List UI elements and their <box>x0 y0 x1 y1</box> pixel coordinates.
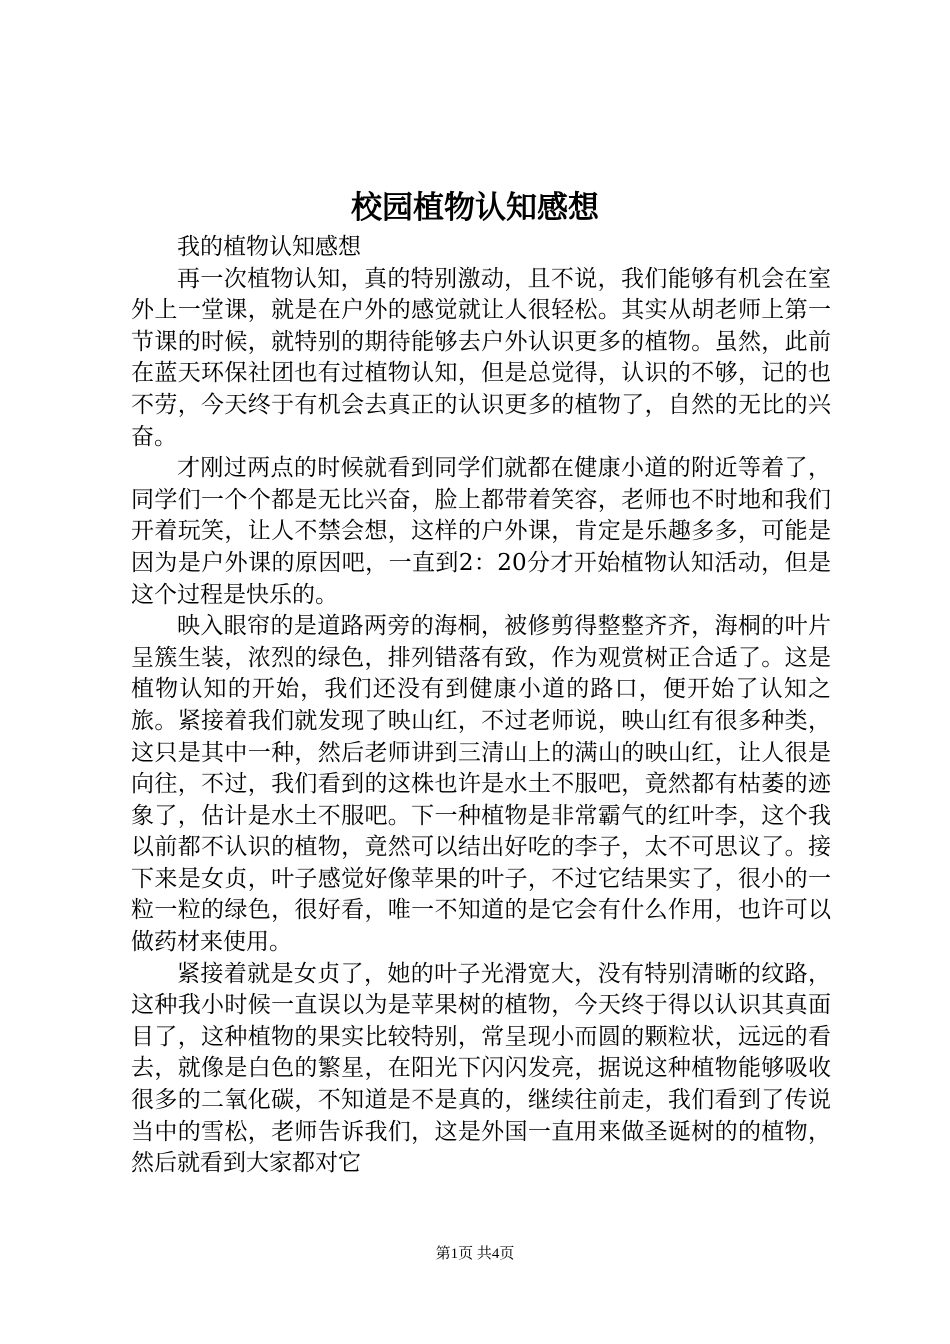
paragraph-subtitle: 我的植物认知感想 <box>177 234 361 260</box>
paragraph-3: 映入眼帘的是道路两旁的海桐，被修剪得整整齐齐，海桐的叶片呈簇生装，浓烈的绿色，排列错落有致，作为观赏树正合适了。这是植物认知的开始，我们还没有到健康小道的路口，便开始了认知之旅。紧接着我们就发现了映山红，不过老师说，映山红有很多种类，这只是其中一种，然后老师讲到三清山上的满山的映山红，让人很是向往，不过，我们看到的这株也许是水土不服吧，竟然都有枯萎的迹象了，估计是水土不服吧。下一种植物是非常霸气的红叶李，这个我以前都不认识的植物，竟然可以结出好吃的李子，太不可思议了。接下来是女贞，叶子感觉好像苹果的叶子，不过它结果实了，很小的一粒一粒的绿色，很好看，唯一不知道的是它会有什么作用，也许可以做药材来使用。 <box>131 613 831 956</box>
document-title: 校园植物认知感想 <box>351 190 599 226</box>
paragraph-4: 紧接着就是女贞了，她的叶子光滑宽大，没有特别清晰的纹路，这种我小时候一直误以为是苹果树的植物，今天终于得以认识其真面目了，这种植物的果实比较特别，常呈现小而圆的颗粒状，远远的看去，就像是白色的繁星，在阳光下闪闪发亮，据说这种植物能够吸收很多的二氧化碳，不知道是不是真的，继续往前走，我们看到了传说当中的雪松，老师告诉我们，这是外国一直用来做圣诞树的的植物，然后就看到大家都对它 <box>131 960 831 1177</box>
document-body <box>131 232 831 1180</box>
paragraph-2: 才刚过两点的时候就看到同学们就都在健康小道的附近等着了，同学们一个个都是无比兴奋，脸上都带着笑容，老师也不时地和我们开着玩笑，让人不禁会想，这样的户外课，肯定是乐趣多多，可能是因为是户外课的原因吧，一直到2：20分才开始植物认知活动，但是这个过程是快乐的。 <box>131 455 831 608</box>
paragraph-1: 再一次植物认知，真的特别激动，且不说，我们能够有机会在室外上一堂课，就是在户外的感觉就让人很轻松。其实从胡老师上第一节课的时候，就特别的期待能够去户外认识更多的植物。虽然，此前在蓝天环保社团也有过植物认知，但是总觉得，认识的不够，记的也不劳，今天终于有机会去真正的认识更多的植物了，自然的无比的兴奋。 <box>131 265 831 450</box>
page-number-footer: 第1页 共4页 <box>435 1246 515 1262</box>
